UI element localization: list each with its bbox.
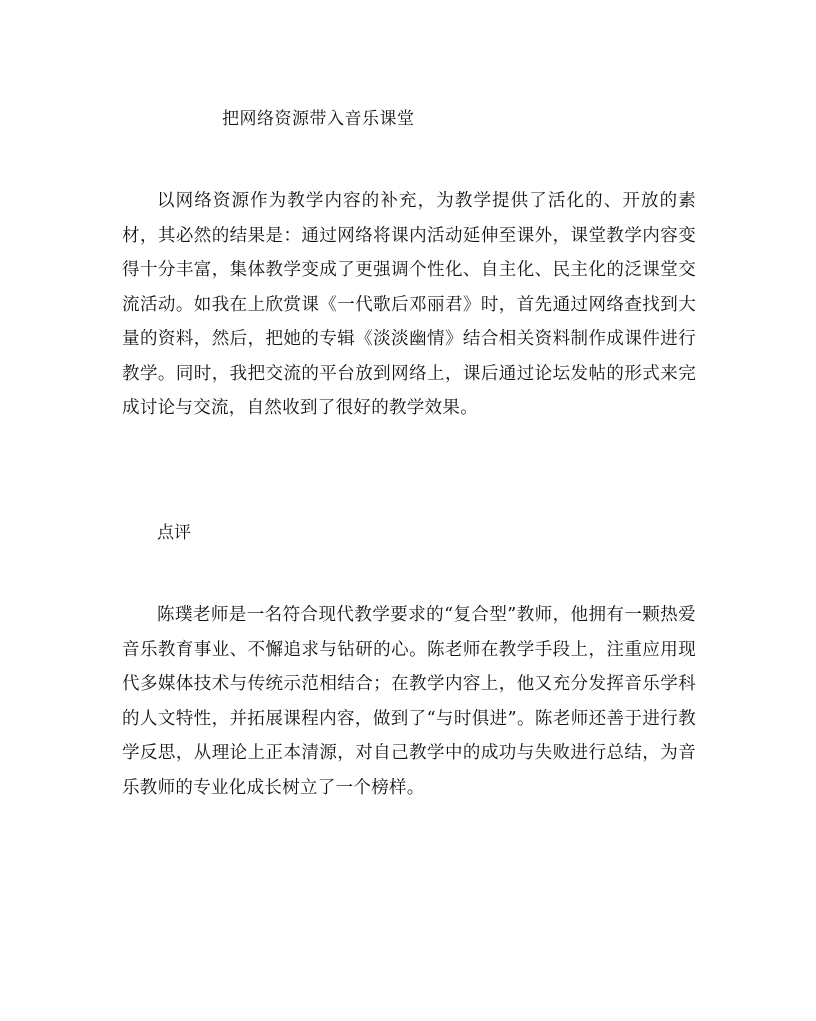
body-paragraph-2: 陈璞老师是一名符合现代教学要求的“复合型”教师，他拥有一颗热爱音乐教育事业、不懈追求与钻研的心。陈老师在教学手段上，注重应用现代多媒体技术与传统示范相结合；在教学内容上，他又充分发挥音乐学科的人文特性，并拓展课程内容，做到了“与时俱进”。陈老师还善于进行教学反思，从理论上正本清源，对自己教学中的成功与失败进行总结，为音乐教师的专业化成长树立了一个榜样。 (122, 605, 696, 798)
body-paragraph-1: 以网络资源作为教学内容的补充，为教学提供了活化的、开放的素材，其必然的结果是：通过网络将课内活动延伸至课外，课堂教学内容变得十分丰富，集体教学变成了更强调个性化、自主化、民主化的泛课堂交流活动。如我在上欣赏课《一代歌后邓丽君》时，首先通过网络查找到大量的资料，然后，把她的专辑《淡淡幽情》结合相关资料制作成课件进行教学。同时，我把交流的平台放到网络上，课后通过论坛发帖的形式来完成讨论与交流，自然收到了很好的教学效果。 (122, 191, 696, 418)
section-heading-review: 点评 (157, 523, 191, 543)
document-title: 把网络资源带入音乐课堂 (222, 109, 415, 129)
